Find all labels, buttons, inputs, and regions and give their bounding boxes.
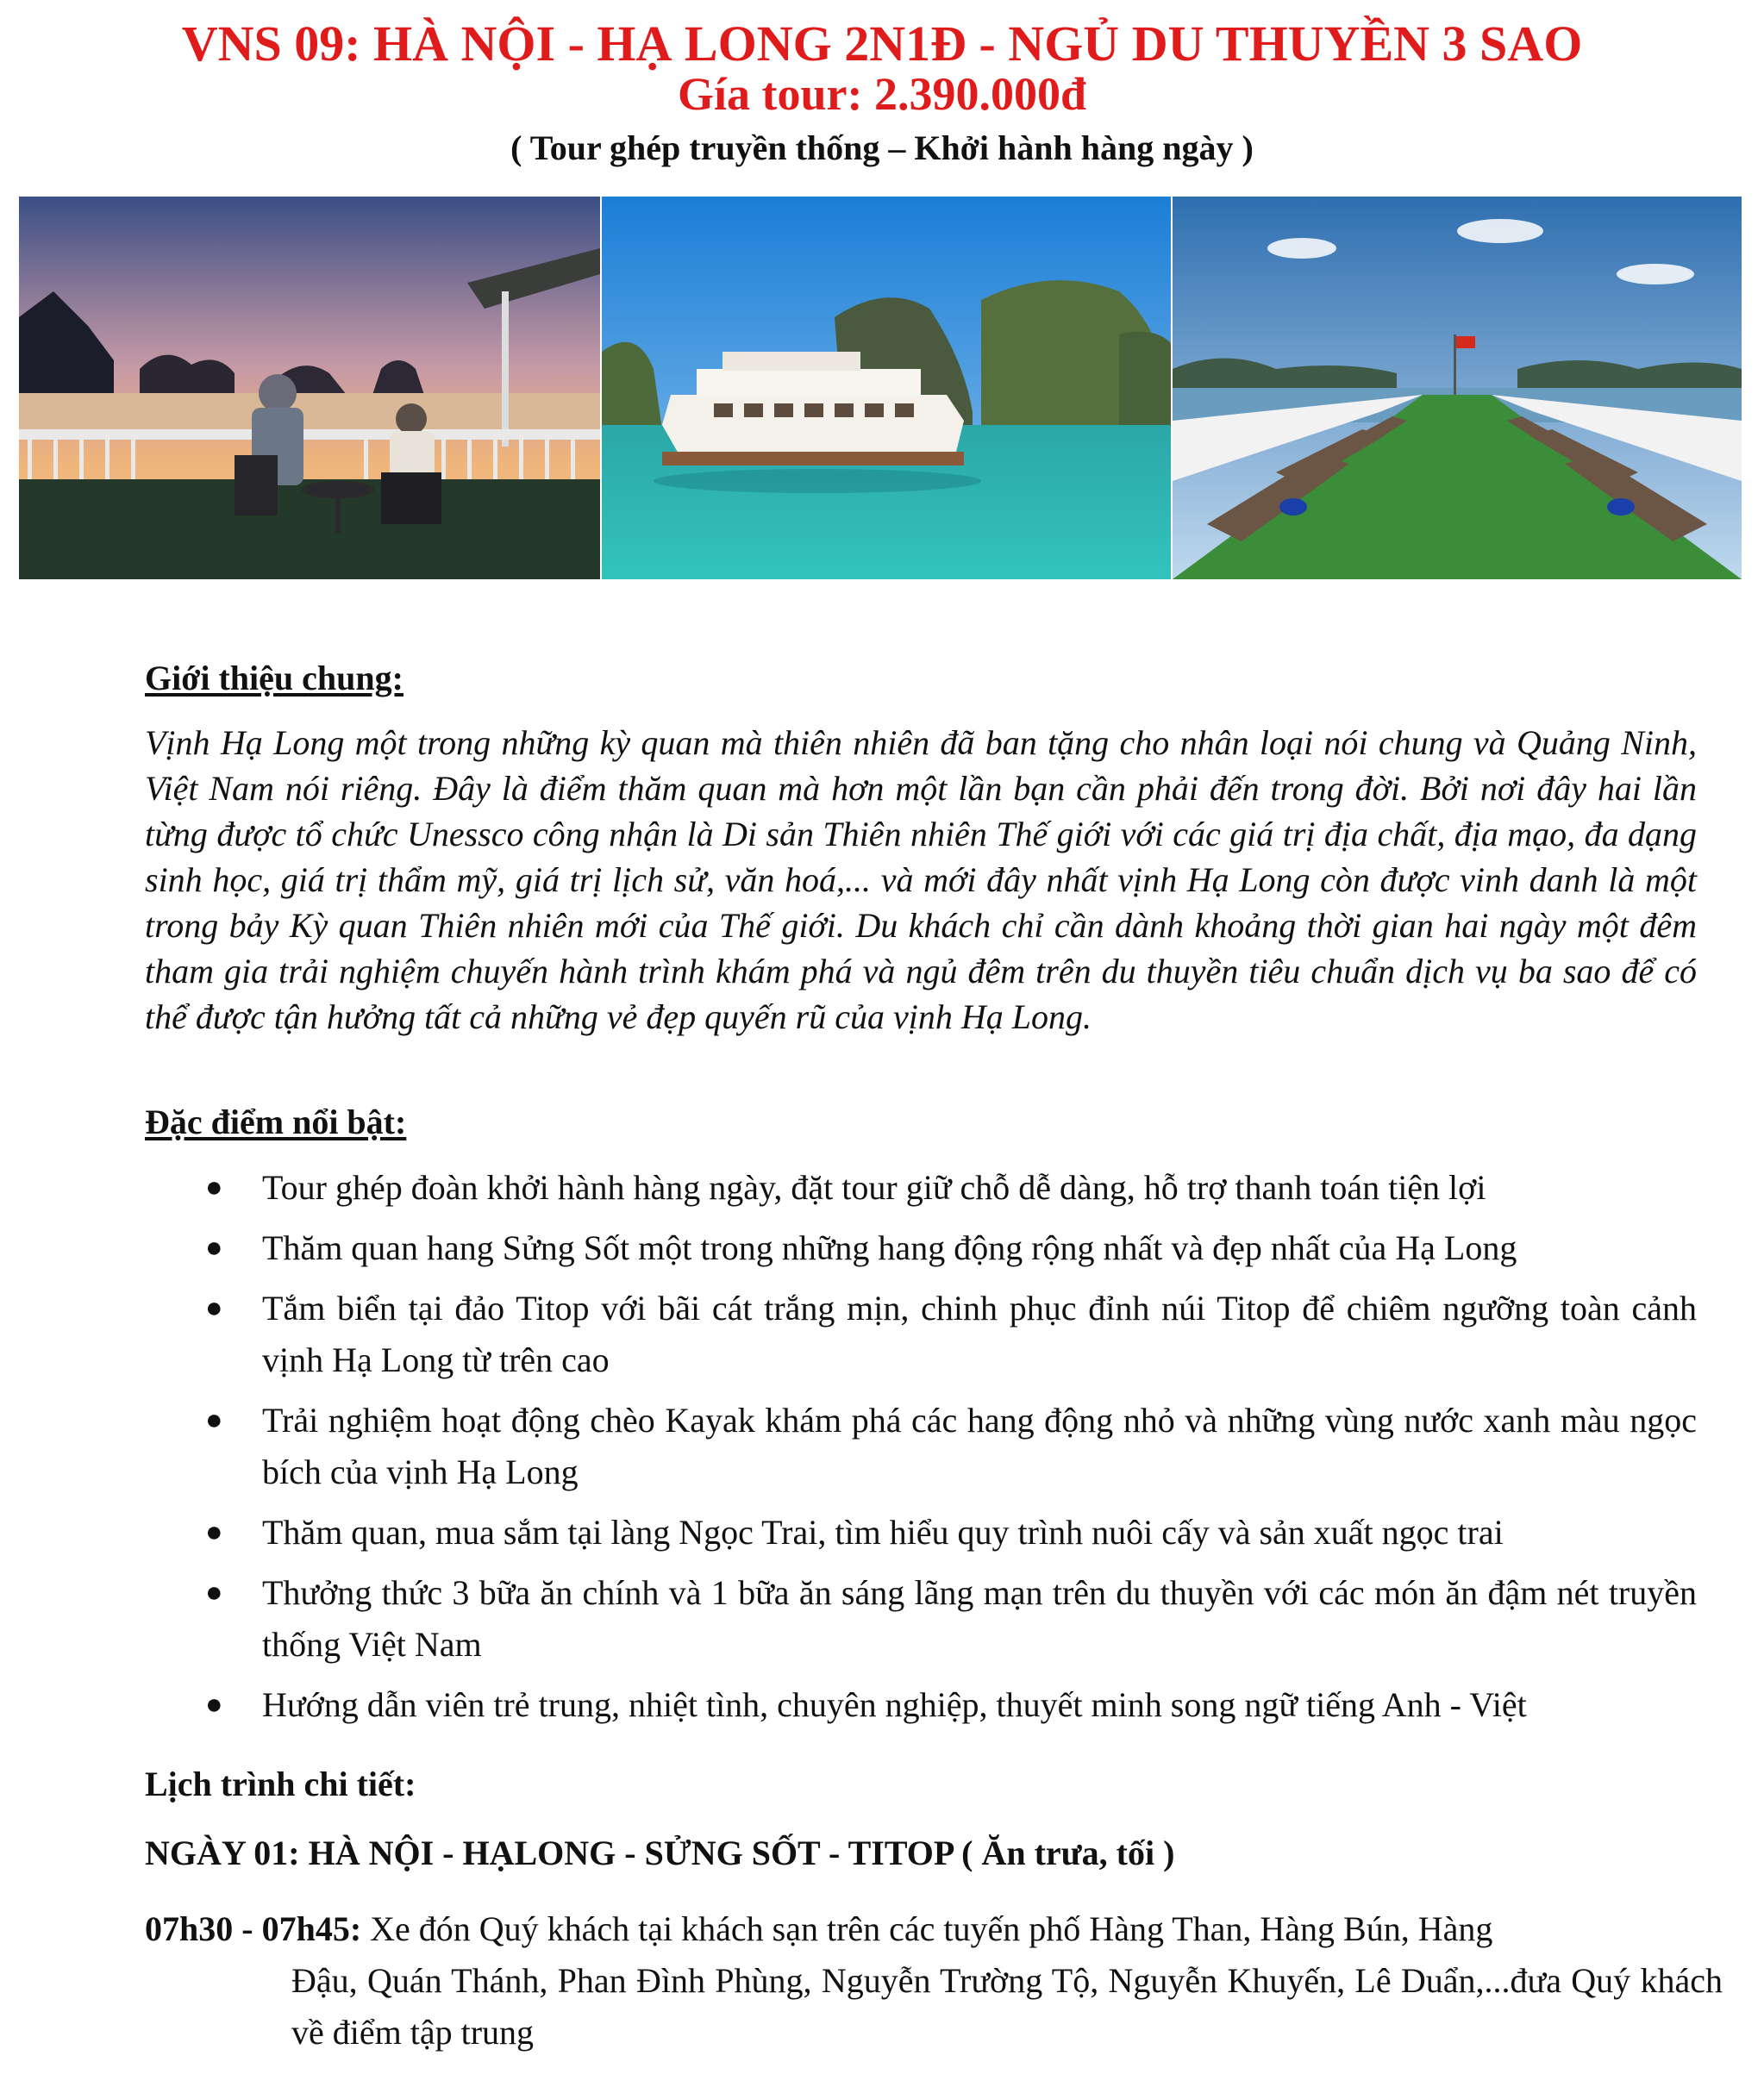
bullet-icon: ● [205, 1689, 223, 1721]
list-item: ● Tour ghép đoàn khởi hành hàng ngày, đặt tour giữ chỗ dễ dàng, hỗ trợ thanh toán tiện lợi [145, 1162, 1697, 1214]
bullet-icon: ● [205, 1292, 223, 1324]
day-1-title: NGÀY 01: HÀ NỘI - HẠLONG - SỬNG SỐT - TITOP ( Ăn trưa, tối ) [145, 1834, 1175, 1872]
schedule-entry [145, 1903, 1723, 1955]
list-item: ● Thăm quan, mua sắm tại làng Ngọc Trai, tìm hiểu quy trình nuôi cấy và sản xuất ngọc trai [145, 1507, 1697, 1559]
list-item: ● Trải nghiệm hoạt động chèo Kayak khám phá các hang động nhỏ và những vùng nước xanh màu ngọc bích của vịnh Hạ Long [145, 1395, 1697, 1498]
bullet-icon: ● [205, 1516, 223, 1548]
list-item: ● Hướng dẫn viên trẻ trung, nhiệt tình, chuyên nghiệp, thuyết minh song ngữ tiếng Anh - Việt [145, 1679, 1697, 1731]
sundeck-loungers-photo [1173, 197, 1742, 579]
bullet-icon: ● [205, 1577, 223, 1609]
schedule-heading: Lịch trình chi tiết: [145, 1765, 416, 1803]
tour-price: Gía tour: 2.390.000đ [677, 68, 1086, 120]
features-heading: Đặc điểm nổi bật: [145, 1103, 407, 1141]
bullet-icon: ● [205, 1404, 223, 1436]
entry-text-line1: Xe đón Quý khách tại khách sạn trên các tuyến phố Hàng Than, Hàng Bún, Hàng [370, 1909, 1493, 1948]
intro-paragraph: Vịnh Hạ Long một trong những kỳ quan mà thiên nhiên đã ban tặng cho nhân loại nói chung và Quảng Ninh, Việt Nam nói riêng. Đây là điểm thăm quan mà hơn một lần bạn cần phải đến trong đời. Bởi nơi đây hai lần từng được tổ chức Unessco công nhận là Di sản Thiên nhiên Thế giới với các giá trị địa chất, địa mạo, đa dạng sinh học, giá trị thẩm mỹ, giá trị lịch sử, văn hoá,... và mới đây nhất vịnh Hạ Long còn được vinh danh là một trong bảy Kỳ quan Thiên nhiên mới của Thế giới. Du khách chỉ cần dành khoảng thời gian hai ngày một đêm tham gia trải nghiệm chuyến hành trình khám phá và ngủ đêm trên du thuyền tiêu chuẩn dịch vụ ba sao để có thể được tận hưởng tất cả những vẻ đẹp quyến rũ của vịnh Hạ Long. [145, 723, 1697, 1036]
intro-heading: Giới thiệu chung: [145, 659, 403, 697]
entry-time: 07h30 - 07h45: [145, 1909, 362, 1948]
entry-text-continued: Đậu, Quán Thánh, Phan Đình Phùng, Nguyễn Trường Tộ, Nguyễn Khuyến, Lê Duẩn,...đưa Quý khách về điểm tập trung [291, 1961, 1723, 2052]
bullet-icon: ● [205, 1232, 223, 1264]
list-item: ● Thăm quan hang Sửng Sốt một trong những hang động rộng nhất và đẹp nhất của Hạ Long [145, 1222, 1697, 1274]
sunset-deck-photo [19, 197, 600, 579]
list-item: ● Tắm biển tại đảo Titop với bãi cát trắng mịn, chinh phục đỉnh núi Titop để chiêm ngưỡng toàn cảnh vịnh Hạ Long từ trên cao [145, 1283, 1697, 1386]
features-list [145, 1162, 1697, 1740]
cruise-ship-photo [602, 197, 1171, 579]
tour-title: VNS 09: HÀ NỘI - HẠ LONG 2N1Đ - NGỦ DU THUYỀN 3 SAO [181, 16, 1583, 72]
bullet-icon: ● [205, 1171, 223, 1203]
list-item: ● Thưởng thức 3 bữa ăn chính và 1 bữa ăn sáng lãng mạn trên du thuyền với các món ăn đậm nét truyền thống Việt Nam [145, 1567, 1697, 1671]
tour-subtitle: ( Tour ghép truyền thống – Khởi hành hàng ngày ) [510, 128, 1254, 167]
